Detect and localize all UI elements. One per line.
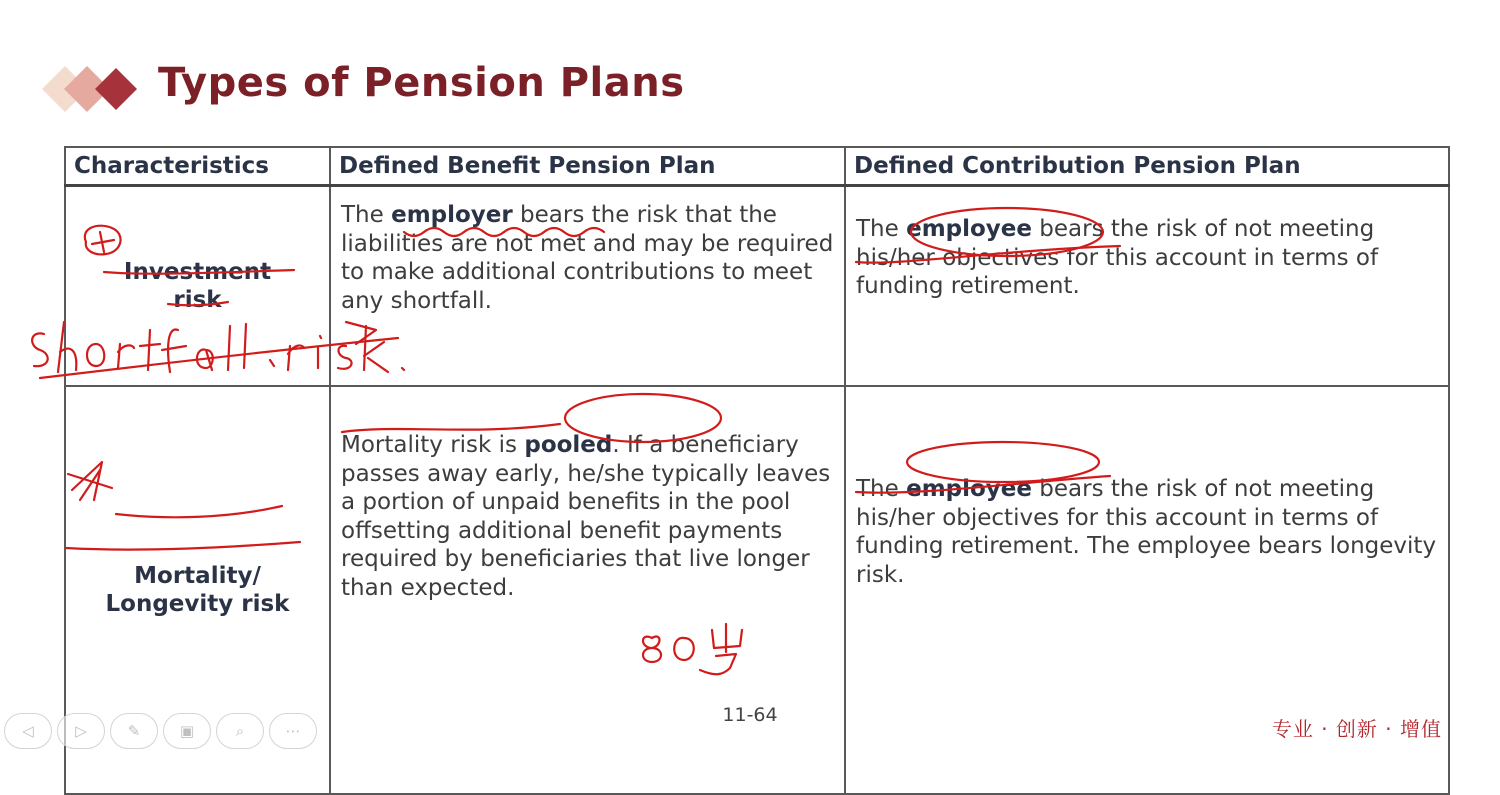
header-characteristics: Characteristics [65, 147, 330, 186]
slides-icon: ▣ [179, 722, 195, 740]
text-segment: . If a beneficiary passes away early, he/she typically leaves a portion of unpaid benefits in the pool offsetting additional benefit payments required by beneficiaries that live longer than expected. [341, 432, 831, 601]
db-mortality-text [341, 431, 834, 602]
dc-investment-text [856, 215, 1438, 301]
characteristic-label: Investment risk [123, 259, 272, 313]
title-diamond-icon [40, 64, 150, 114]
page-number: 11-64 [722, 704, 778, 726]
pen-button[interactable] [110, 713, 158, 749]
header-defined-benefit: Defined Benefit Pension Plan [330, 147, 845, 186]
db-investment-cell [330, 186, 845, 387]
bold-term-employee: employee [906, 476, 1032, 502]
text-segment: The [341, 202, 392, 228]
previous-icon: ◁ [22, 722, 34, 740]
dc-investment-cell [845, 186, 1449, 387]
slides-button[interactable] [163, 713, 211, 749]
more-icon: ⋯ [285, 722, 301, 740]
bold-term-employee: employee [906, 216, 1032, 242]
bold-term-pooled: pooled [524, 432, 613, 458]
text-segment: Mortality risk is [341, 432, 525, 458]
slogan: 专业 · 创新 · 增值 [1271, 717, 1442, 741]
text-segment: bears the risk that the liabilities are not met and may be required to make additional contributions to meet any shortfall. [341, 202, 834, 314]
text-segment: The [856, 476, 907, 502]
characteristic-investment-risk [65, 186, 330, 387]
zoom-button[interactable] [216, 713, 264, 749]
characteristic-label: Mortality/ Longevity risk [105, 563, 290, 617]
dc-mortality-text [856, 475, 1438, 589]
db-mortality-cell [330, 386, 845, 794]
header-defined-contribution: Defined Contribution Pension Plan [845, 147, 1449, 186]
db-investment-text [341, 201, 834, 315]
play-icon: ▷ [75, 722, 87, 740]
table-header-row [65, 147, 1449, 186]
pen-icon: ✎ [127, 722, 141, 740]
comparison-table [64, 146, 1450, 795]
page-title: Types of Pension Plans [158, 60, 685, 106]
more-button[interactable] [269, 713, 317, 749]
table-row [65, 186, 1449, 387]
bold-term-employer: employer [391, 202, 513, 228]
play-button[interactable] [57, 713, 105, 749]
player-controls [4, 713, 317, 749]
text-segment: bears the risk of not meeting his/her objectives for this account in terms of funding retirement. The employee bears longevity risk. [856, 476, 1437, 588]
previous-button[interactable] [4, 713, 52, 749]
text-segment: The [856, 216, 907, 242]
zoom-icon: ⌕ [235, 722, 245, 740]
text-segment: bears the risk of not meeting his/her objectives for this account in terms of funding retirement. [856, 216, 1379, 299]
